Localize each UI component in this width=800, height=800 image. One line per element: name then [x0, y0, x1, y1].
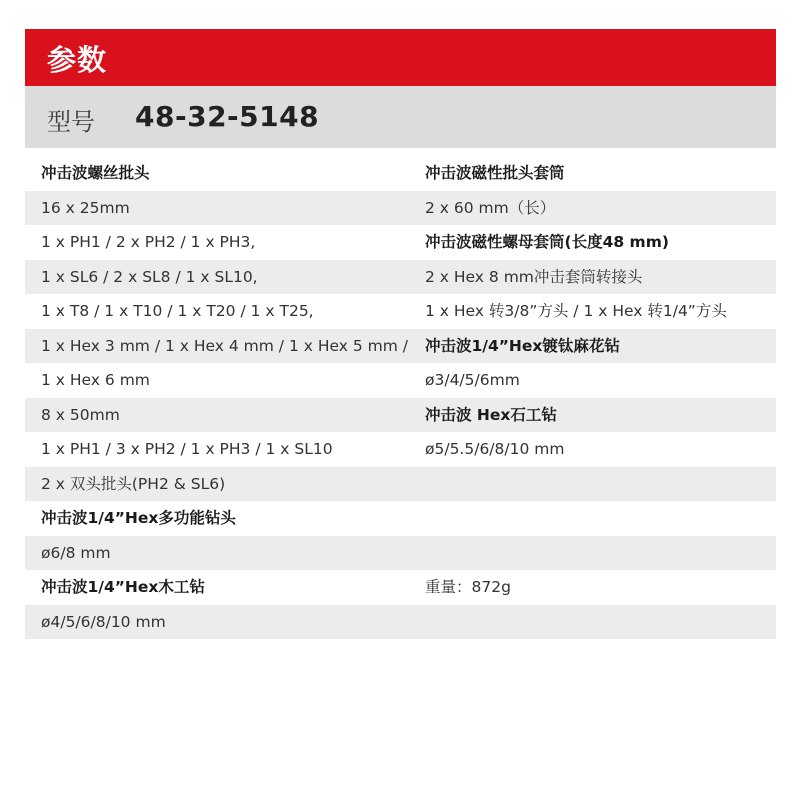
spec-row — [25, 329, 776, 364]
spec-cell-left: 冲击波1/4”Hex多功能钻头 — [41, 509, 236, 527]
spec-row — [25, 570, 776, 605]
spec-row — [25, 225, 776, 260]
spec-row — [25, 363, 776, 398]
spec-cell-left: 1 x Hex 3 mm / 1 x Hex 4 mm / 1 x Hex 5 mm / — [41, 336, 408, 355]
spec-cell-left: ø4/5/6/8/10 mm — [41, 612, 166, 631]
spec-cell-left: 1 x PH1 / 3 x PH2 / 1 x PH3 / 1 x SL10 — [41, 440, 333, 458]
header-title: 参数 — [47, 43, 108, 77]
spec-row — [25, 432, 776, 467]
spec-cell-left: 2 x 双头批头(PH2 & SL6) — [41, 474, 226, 493]
spec-cell-left: ø6/8 mm — [41, 543, 111, 562]
spec-cell-left: 16 x 25mm — [41, 198, 130, 217]
spec-row — [25, 536, 776, 571]
spec-cell-left: 8 x 50mm — [41, 405, 120, 424]
spec-cell-right: 冲击波 Hex石工钻 — [425, 405, 557, 424]
spec-cell-left: 冲击波螺丝批头 — [41, 164, 150, 182]
spec-table — [25, 156, 776, 639]
spec-cell-left: 冲击波1/4”Hex木工钻 — [41, 578, 205, 596]
spec-cell-left: 1 x T8 / 1 x T10 / 1 x T20 / 1 x T25, — [41, 302, 314, 320]
spec-row — [25, 398, 776, 433]
spec-cell-right: 2 x Hex 8 mm冲击套筒转接头 — [425, 267, 643, 286]
spec-cell-right: 1 x Hex 转3/8”方头 / 1 x Hex 转1/4”方头 — [425, 302, 727, 320]
spec-cell-right: ø5/5.5/6/8/10 mm — [425, 440, 565, 458]
spec-cell-right: 冲击波磁性螺母套筒(长度48 mm) — [425, 233, 669, 251]
model-number: 48-32-5148 — [135, 100, 320, 133]
spec-row — [25, 605, 776, 640]
spec-row — [25, 260, 776, 295]
spec-cell-right: ø3/4/5/6mm — [425, 371, 520, 389]
spec-row — [25, 294, 776, 329]
spec-cell-left: 1 x PH1 / 2 x PH2 / 1 x PH3, — [41, 233, 256, 251]
model-label: 型号 — [47, 108, 95, 136]
header-bar — [25, 29, 776, 86]
spec-cell-left: 1 x SL6 / 2 x SL8 / 1 x SL10, — [41, 267, 258, 286]
model-bar — [25, 86, 776, 148]
spec-cell-left: 1 x Hex 6 mm — [41, 371, 150, 389]
spec-row — [25, 467, 776, 502]
spec-cell-right: 重量：872g — [425, 578, 511, 596]
spec-row — [25, 156, 776, 191]
spec-row — [25, 501, 776, 536]
spec-cell-right: 冲击波1/4”Hex镀钛麻花钻 — [425, 336, 620, 355]
spec-cell-right: 2 x 60 mm（长） — [425, 198, 556, 217]
spec-cell-right: 冲击波磁性批头套筒 — [425, 164, 565, 182]
spec-row — [25, 191, 776, 226]
